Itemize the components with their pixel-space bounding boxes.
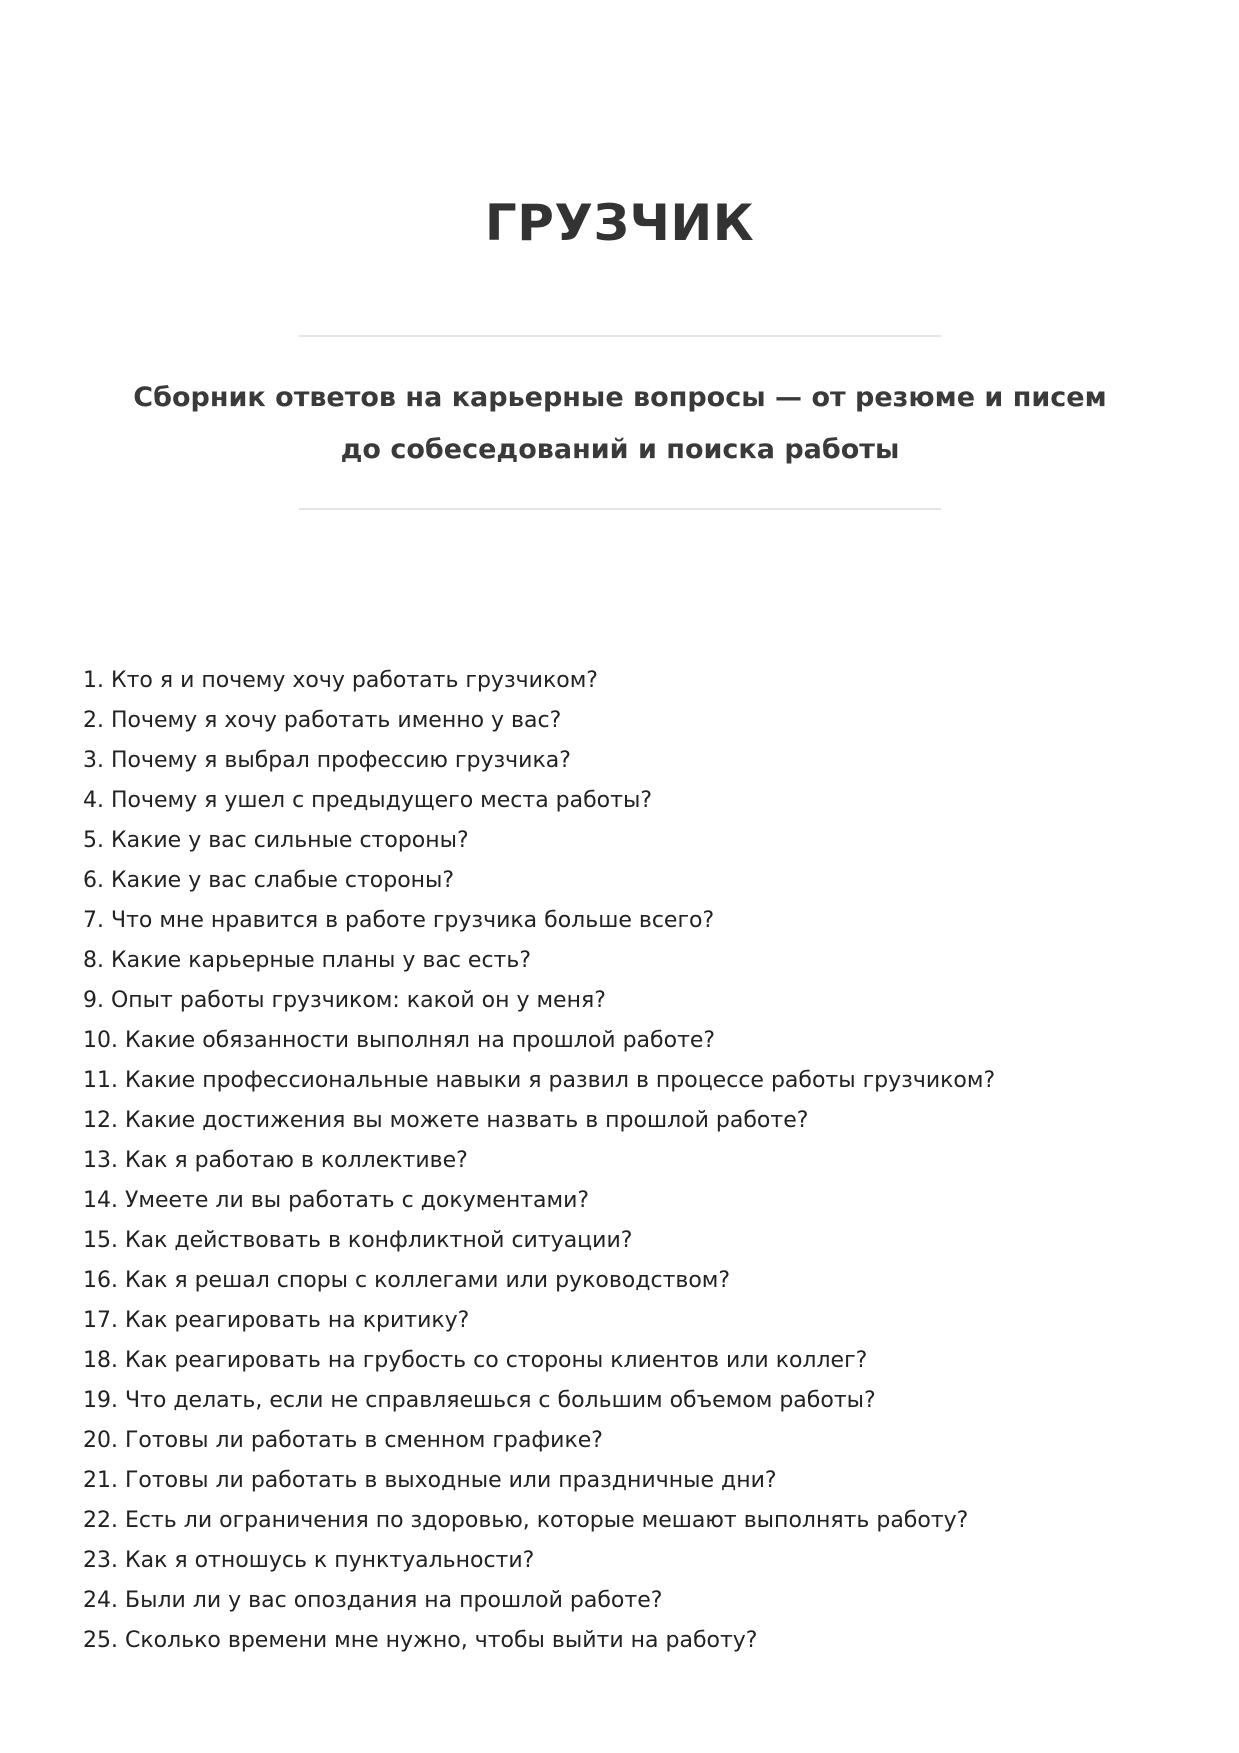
question-item: 12. Какие достижения вы можете назвать в прошлой работе? xyxy=(83,1108,809,1133)
question-item: 7. Что мне нравится в работе грузчика больше всего? xyxy=(83,908,715,933)
question-item: 3. Почему я выбрал профессию грузчика? xyxy=(83,748,571,773)
question-item: 18. Как реагировать на грубость со стороны клиентов или коллег? xyxy=(83,1348,868,1373)
bottom-divider xyxy=(299,508,941,510)
question-item: 16. Как я решал споры с коллегами или руководством? xyxy=(83,1268,731,1293)
question-item: 5. Какие у вас сильные стороны? xyxy=(83,828,469,853)
top-divider xyxy=(299,335,941,337)
question-item: 4. Почему я ушел с предыдущего места работы? xyxy=(83,788,653,813)
question-item: 24. Были ли у вас опоздания на прошлой работе? xyxy=(83,1588,663,1613)
question-list xyxy=(83,661,995,1661)
question-item: 10. Какие обязанности выполнял на прошлой работе? xyxy=(83,1028,716,1053)
question-item: 11. Какие профессиональные навыки я развил в процессе работы грузчиком? xyxy=(83,1068,996,1093)
question-item: 6. Какие у вас слабые стороны? xyxy=(83,868,455,893)
question-item: 20. Готовы ли работать в сменном графике? xyxy=(83,1428,603,1453)
page-title: ГРУЗЧИК xyxy=(484,194,755,252)
question-item: 2. Почему я хочу работать именно у вас? xyxy=(83,708,562,733)
question-item: 8. Какие карьерные планы у вас есть? xyxy=(83,948,531,973)
question-item: 22. Есть ли ограничения по здоровью, которые мешают выполнять работу? xyxy=(83,1508,969,1533)
question-item: 17. Как реагировать на критику? xyxy=(83,1308,470,1333)
question-item: 9. Опыт работы грузчиком: какой он у меня? xyxy=(83,988,606,1013)
question-item: 15. Как действовать в конфликтной ситуации? xyxy=(83,1228,633,1253)
question-item: 13. Как я работаю в коллективе? xyxy=(83,1148,468,1173)
question-item: 23. Как я отношусь к пунктуальности? xyxy=(83,1548,535,1573)
question-item: 21. Готовы ли работать в выходные или праздничные дни? xyxy=(83,1468,777,1493)
page-subtitle: Сборник ответов на карьерные вопросы — от резюме и писем до собеседований и поиска работы xyxy=(133,382,1107,465)
question-item: 14. Умеете ли вы работать с документами? xyxy=(83,1188,590,1213)
question-item: 1. Кто я и почему хочу работать грузчиком? xyxy=(83,668,598,693)
question-item: 25. Сколько времени мне нужно, чтобы выйти на работу? xyxy=(83,1628,758,1653)
question-item: 19. Что делать, если не справляешься с большим объемом работы? xyxy=(83,1388,876,1413)
